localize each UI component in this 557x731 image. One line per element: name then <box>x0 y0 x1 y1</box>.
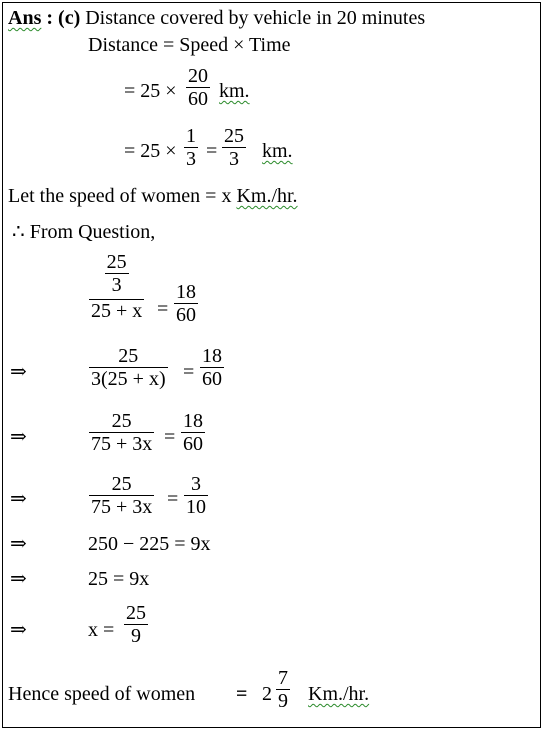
equals-sign: = <box>157 298 169 320</box>
numerator: 25 <box>111 410 132 432</box>
equation-line: 25 = 9x <box>88 568 150 590</box>
numerator: 3 <box>191 473 201 495</box>
implies-arrow: ⇒ <box>10 568 27 590</box>
equals-sign: = <box>164 426 176 448</box>
equals-sign: = <box>183 361 195 383</box>
equals-sign: = <box>236 683 248 705</box>
from-question-line: ∴ From Question, <box>12 221 156 243</box>
implies-arrow: ⇒ <box>10 488 27 510</box>
denominator: 60 <box>183 433 203 455</box>
fraction-25-over-75+3x <box>89 473 154 518</box>
denominator: 60 <box>176 304 196 326</box>
numerator: 18 <box>202 345 222 367</box>
denominator: 3 <box>186 148 196 170</box>
numerator: 25 <box>111 473 132 495</box>
nested-fraction <box>89 251 144 322</box>
denominator: 10 <box>186 496 206 518</box>
implies-arrow: ⇒ <box>10 361 27 383</box>
unit-km: km. <box>219 80 250 102</box>
assumption-text: Let the speed of women = x <box>8 185 237 207</box>
fraction-18-60 <box>200 345 224 390</box>
fraction-25-over-75+3x <box>89 410 154 455</box>
option-label: (c) <box>58 7 81 29</box>
formula-line: Distance = Speed × Time <box>88 34 291 56</box>
unit-km: km. <box>262 140 293 162</box>
numerator: 18 <box>183 410 203 432</box>
heading-text: Distance covered by vehicle in 20 minutes <box>80 7 426 29</box>
ans-colon: : <box>41 7 59 29</box>
denominator: 75 + 3x <box>91 496 153 518</box>
denominator: 60 <box>202 368 222 390</box>
final-unit: Km./hr. <box>308 683 370 705</box>
numerator: 18 <box>176 281 196 303</box>
denominator: 25 + x <box>91 300 143 322</box>
fraction-25-over-3(25+x) <box>89 345 168 390</box>
denominator: 60 <box>188 88 208 110</box>
fraction-3-10 <box>184 473 208 518</box>
denominator: 3(25 + x) <box>91 368 166 390</box>
final-answer-text: Hence speed of women <box>8 683 196 705</box>
ans-label: Ans <box>8 7 42 29</box>
numerator: 1 <box>186 125 196 147</box>
calc-line-1-lead: = 25 × <box>124 80 177 102</box>
calc-line-2-lead: = 25 × <box>124 140 177 162</box>
fraction-20-60 <box>186 65 210 110</box>
fraction-25-3 <box>222 125 246 170</box>
fraction-18-60 <box>174 281 198 326</box>
equation-line: 250 − 225 = 9x <box>88 533 211 555</box>
implies-arrow: ⇒ <box>10 426 27 448</box>
denominator: 75 + 3x <box>91 433 153 455</box>
answer-heading <box>8 7 425 29</box>
denominator: 9 <box>131 625 141 647</box>
numerator: 20 <box>188 65 208 87</box>
fraction-18-60 <box>181 410 205 455</box>
fraction-1-3 <box>184 125 198 170</box>
equals-sign: = <box>167 488 179 510</box>
numerator: 25 <box>126 602 146 624</box>
numerator: 7 <box>278 667 288 689</box>
implies-arrow: ⇒ <box>10 533 27 555</box>
numerator: 25 <box>224 125 244 147</box>
inner-denominator: 3 <box>111 274 122 296</box>
inner-fraction <box>105 251 129 296</box>
denominator: 9 <box>278 690 288 712</box>
fraction-25-9 <box>124 602 148 647</box>
numerator: 25 <box>118 345 139 367</box>
unit-kmhr: Km./hr. <box>236 185 298 207</box>
answer-box <box>2 2 541 728</box>
denominator: 3 <box>229 148 239 170</box>
inner-numerator: 25 <box>106 251 127 273</box>
fraction-7-9 <box>276 667 290 712</box>
implies-arrow: ⇒ <box>10 619 27 641</box>
equals-sign: = <box>206 140 218 162</box>
mixed-whole: 2 <box>262 683 272 705</box>
assumption-line <box>8 185 298 207</box>
x-equals: x = <box>88 619 115 641</box>
